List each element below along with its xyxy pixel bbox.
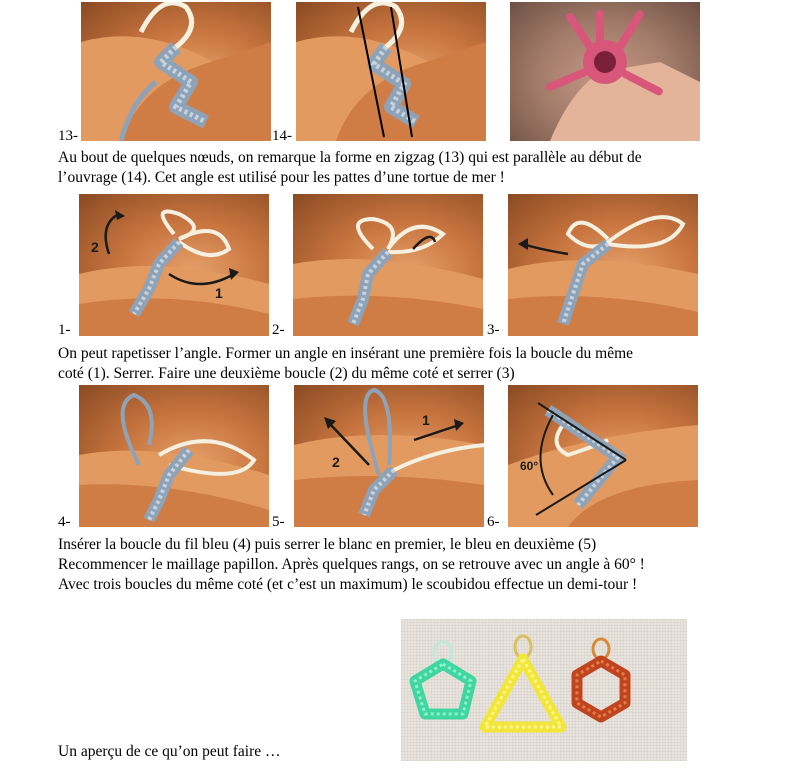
paragraph-third-line-1: Insérer la boucle du fil bleu (4) puis serrer le blanc en premier, le bleu en deuxième (5) — [58, 536, 597, 553]
step-label-6: 6- — [487, 514, 500, 530]
step-14-illustration — [296, 2, 486, 141]
step-13-illustration — [81, 2, 271, 141]
step-2-illustration — [293, 194, 483, 336]
step-5-illustration — [294, 385, 484, 527]
arrow-label-1: 1 — [422, 412, 430, 428]
arrow-label-2: 2 — [91, 239, 99, 255]
photo-step-4 — [79, 385, 269, 527]
step-4-illustration — [79, 385, 269, 527]
step-6-illustration — [508, 385, 698, 527]
arrow-label-2: 2 — [332, 454, 340, 470]
step-label-4: 4- — [58, 514, 71, 530]
paragraph-top-line-1: Au bout de quelques nœuds, on remarque la forme en zigzag (13) qui est parallèle au début de — [58, 149, 642, 166]
photo-shapes — [401, 619, 687, 761]
photo-step-3 — [508, 194, 698, 336]
arrow-label-1: 1 — [215, 285, 223, 301]
step-1-illustration — [79, 194, 269, 336]
photo-step-6 — [508, 385, 698, 527]
caption-bottom: Un aperçu de ce qu’on peut faire … — [58, 743, 281, 760]
paragraph-third-line-3: Avec trois boucles du même coté (et c’est un maximum) le scoubidou effectue un demi-tour ! — [58, 576, 638, 593]
step-label-5: 5- — [272, 514, 285, 530]
photo-step-1 — [79, 194, 269, 336]
step-label-3: 3- — [487, 322, 500, 338]
shapes-illustration — [401, 619, 687, 761]
angle-label: 60° — [520, 459, 539, 473]
photo-step-2 — [293, 194, 483, 336]
photo-step-14 — [296, 2, 486, 141]
turtle-illustration — [510, 2, 700, 141]
photo-turtle — [510, 2, 700, 141]
paragraph-top — [58, 148, 642, 188]
paragraph-third-line-2: Recommencer le maillage papillon. Après quelques rangs, on se retrouve avec un angle à 60° ! — [58, 556, 645, 573]
step-label-13: 13- — [58, 128, 78, 144]
paragraph-top-line-2: l’ouvrage (14). Cet angle est utilisé pour les pattes d’une tortue de mer ! — [58, 169, 505, 186]
photo-step-5 — [294, 385, 484, 527]
paragraph-second-line-1: On peut rapetisser l’angle. Former un angle en insérant une première fois la boucle du même — [58, 345, 634, 362]
step-label-14: 14- — [272, 128, 292, 144]
paragraph-third — [58, 535, 645, 595]
photo-step-13 — [81, 2, 271, 141]
step-label-2: 2- — [272, 322, 285, 338]
step-3-illustration — [508, 194, 698, 336]
step-label-1: 1- — [58, 322, 71, 338]
paragraph-second-line-2: coté (1). Serrer. Faire une deuxième boucle (2) du même coté et serrer (3) — [58, 365, 515, 382]
paragraph-second — [58, 344, 633, 384]
